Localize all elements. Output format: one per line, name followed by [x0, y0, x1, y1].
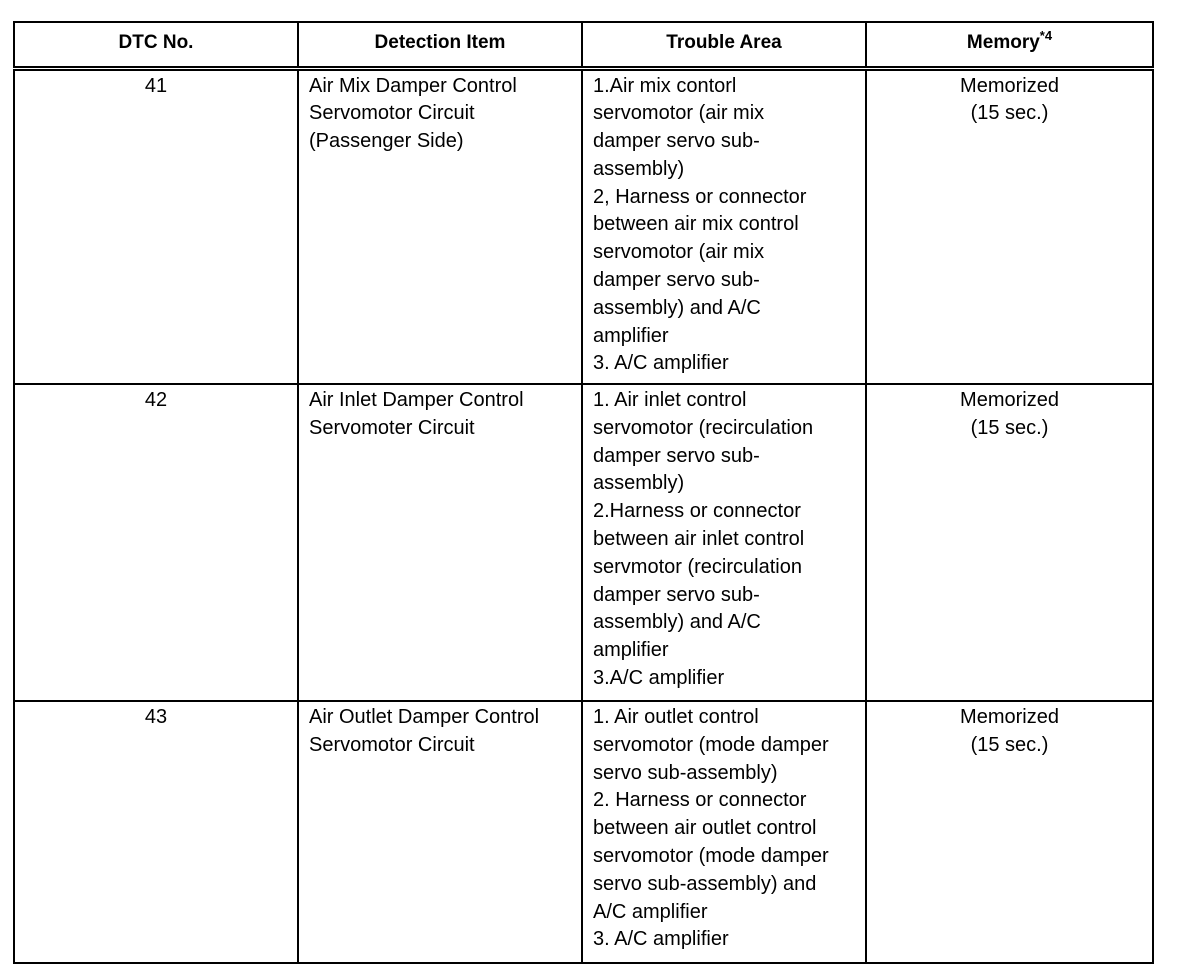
trouble-area-cell: 1.Air mix contorl servomotor (air mix damper servo sub- assembly) 2, Harness or connector between air mix control servomotor (air mix damper servo sub- assembly) and A/C amplifier 3. A/C amplifier — [582, 68, 866, 384]
dtc-table — [13, 21, 1154, 964]
header-detection-item: Detection Item — [298, 22, 582, 68]
detection-item-cell: Air Inlet Damper Control Servomoter Circuit — [298, 384, 582, 701]
dtc-number-cell: 42 — [14, 384, 298, 701]
memory-footnote-marker: *4 — [1039, 28, 1053, 43]
dtc-number-cell: 43 — [14, 701, 298, 963]
memory-cell: Memorized (15 sec.) — [866, 701, 1153, 963]
header-row — [14, 22, 1153, 68]
memory-cell: Memorized (15 sec.) — [866, 384, 1153, 701]
dtc-number-cell: 41 — [14, 68, 298, 384]
detection-item-cell: Air Outlet Damper Control Servomotor Circuit — [298, 701, 582, 963]
table-row — [14, 68, 1153, 384]
trouble-area-cell: 1. Air outlet control servomotor (mode damper servo sub-assembly) 2. Harness or connector between air outlet control servomotor (mode damper servo sub-assembly) and A/C amplifier 3. A/C amplifier — [582, 701, 866, 963]
trouble-area-cell: 1. Air inlet control servomotor (recirculation damper servo sub- assembly) 2.Harness or connector between air inlet control servmotor (recirculation damper servo sub- assembly) and A/C amplifier 3.A/C amplifier — [582, 384, 866, 701]
table-header — [14, 22, 1153, 68]
table-row — [14, 384, 1153, 701]
header-dtc-no: DTC No. — [14, 22, 298, 68]
detection-item-cell: Air Mix Damper Control Servomotor Circuit (Passenger Side) — [298, 68, 582, 384]
header-trouble-area: Trouble Area — [582, 22, 866, 68]
memory-cell: Memorized (15 sec.) — [866, 68, 1153, 384]
table-row — [14, 701, 1153, 963]
header-memory: Memory$^{*4}$ — [866, 22, 1153, 68]
